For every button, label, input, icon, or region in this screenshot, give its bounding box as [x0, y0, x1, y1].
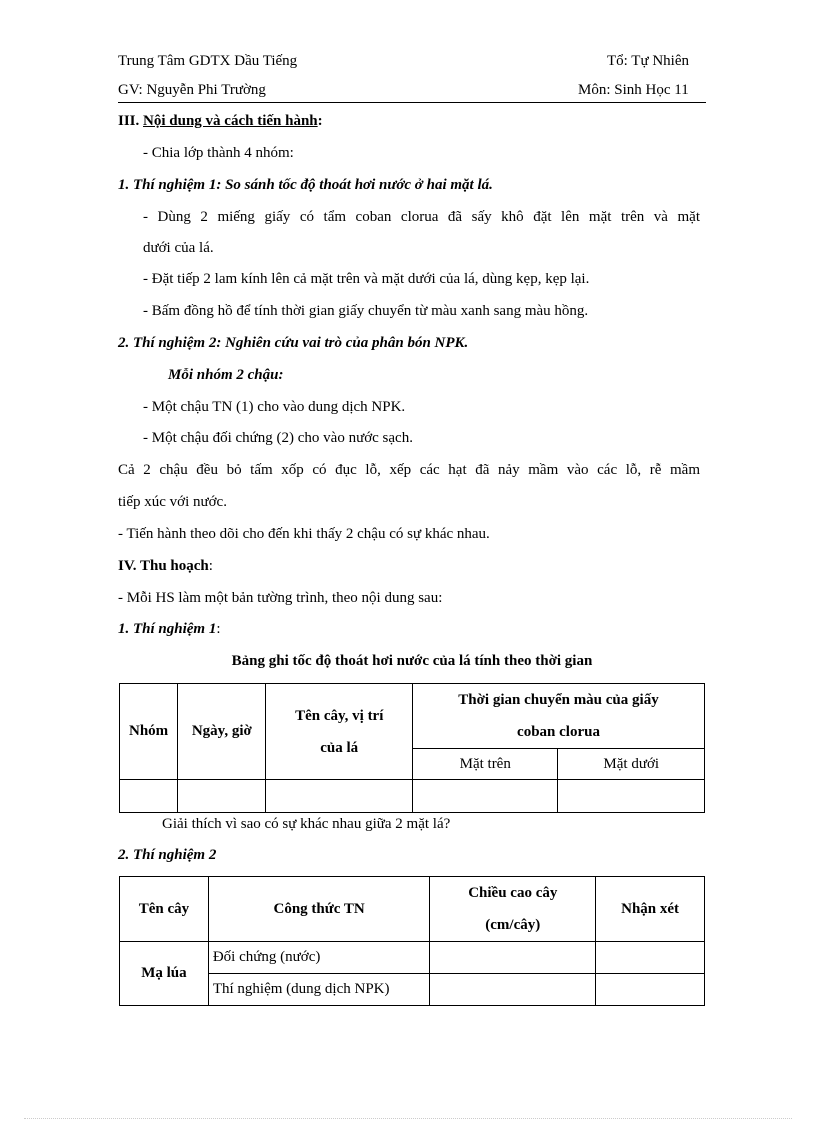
- table1-cell: [178, 780, 266, 813]
- table1-subheader-top: Mặt trên: [412, 749, 557, 780]
- table1-header-plant-line1: Tên cây, vị trí: [295, 707, 384, 724]
- table2-header-formula: Công thức TN: [208, 877, 430, 942]
- section4-heading: [118, 558, 213, 575]
- header-department: Tổ: Tự Nhiên: [607, 53, 690, 69]
- table1-header-color-change-line1: Thời gian chuyển màu của giấy: [458, 692, 659, 708]
- table2-cell: [596, 942, 705, 974]
- header-subject: Môn: Sinh Học 11: [578, 82, 689, 98]
- section3-number: III.: [118, 113, 140, 129]
- table2-cell: [430, 942, 596, 974]
- section4-title: IV. Thu hoạch: [118, 558, 209, 574]
- page-bottom-margin: [24, 1118, 792, 1119]
- table1-header-group: Nhóm: [120, 684, 178, 780]
- exp1-step3: - Bấm đồng hồ để tính thời gian giấy chuyển từ màu xanh sang màu hồng.: [143, 303, 589, 319]
- exp2-subtitle: Mỗi nhóm 2 chậu:: [168, 367, 284, 383]
- results-table-1: [119, 683, 705, 813]
- table2-row-control: Đối chứng (nước): [208, 942, 430, 974]
- table1-subheader-bottom: Mặt dưới: [558, 749, 705, 780]
- exp1-title: 1. Thí nghiệm 1: So sánh tốc độ thoát hơi nước ở hai mặt lá.: [118, 177, 493, 193]
- exp2-pot1: - Một chậu TN (1) cho vào dung dịch NPK.: [143, 399, 406, 415]
- section4-exp1: [118, 621, 221, 638]
- table1-header-color-change-line2: coban clorua: [517, 724, 600, 740]
- table1-header-plant-line2: của lá: [320, 739, 359, 756]
- section3-colon: :: [317, 113, 323, 129]
- section4-exp2-label: 2. Thí nghiệm 2: [118, 847, 217, 863]
- table2-header-height-line1: Chiều cao cây: [468, 885, 558, 901]
- section3-heading: [118, 113, 323, 130]
- exp1-step1-line1: - Dùng 2 miếng giấy có tẩm coban clorua đã sấy khô đặt lên mặt trên và mặt: [143, 209, 700, 225]
- table2-plant-name: Mạ lúa: [120, 942, 209, 1006]
- exp2-para-line1: Cả 2 chậu đều bỏ tấm xốp có đục lỗ, xếp các hạt đã nảy mầm vào các lỗ, rễ mầm: [118, 462, 700, 478]
- exp2-para-line2: tiếp xúc với nước.: [118, 494, 227, 510]
- table2-cell: [430, 974, 596, 1006]
- header-rule: [118, 102, 706, 103]
- table1-cell: [266, 780, 413, 813]
- table2-header-plant: Tên cây: [120, 877, 209, 942]
- table1-cell: [558, 780, 705, 813]
- exp2-follow: - Tiến hành theo dõi cho đến khi thấy 2 chậu có sự khác nhau.: [118, 526, 490, 542]
- table1-header-plant: [266, 684, 413, 780]
- section4-colon: :: [208, 558, 213, 574]
- table2-header-height-line2: (cm/cây): [485, 917, 541, 933]
- table1-header-time: Ngày, giờ: [178, 684, 266, 780]
- results-table-2: [119, 876, 705, 1006]
- table1-cell: [120, 780, 178, 813]
- table2-header-note: Nhận xét: [596, 877, 705, 942]
- header-teacher: GV: Nguyễn Phi Trường: [118, 82, 266, 98]
- exp2-pot2: - Một chậu đối chứng (2) cho vào nước sạch.: [143, 430, 413, 446]
- table2-row-experiment: Thí nghiệm (dung dịch NPK): [208, 974, 430, 1006]
- section4-exp1-label: 1. Thí nghiệm 1: [118, 621, 217, 637]
- section3-intro: - Chia lớp thành 4 nhóm:: [143, 145, 294, 161]
- exp1-step1-line2: dưới của lá.: [143, 240, 214, 256]
- table1-question: Giải thích vì sao có sự khác nhau giữa 2 mặt lá?: [162, 816, 451, 832]
- exp2-title: 2. Thí nghiệm 2: Nghiên cứu vai trò của phân bón NPK.: [118, 335, 469, 351]
- header-school: Trung Tâm GDTX Dầu Tiếng: [118, 53, 298, 69]
- section4-exp1-colon: :: [216, 621, 221, 637]
- table2-header-height: [430, 877, 596, 942]
- table1-caption: Bảng ghi tốc độ thoát hơi nước của lá tính theo thời gian: [231, 653, 593, 669]
- section4-intro: - Mỗi HS làm một bản tường trình, theo nội dung sau:: [118, 590, 443, 606]
- table2-cell: [596, 974, 705, 1006]
- table1-cell: [412, 780, 557, 813]
- section3-title: Nội dung và cách tiến hành: [143, 113, 318, 129]
- table1-header-color-change: [412, 684, 704, 749]
- exp1-step2: - Đặt tiếp 2 lam kính lên cả mặt trên và mặt dưới của lá, dùng kẹp, kẹp lại.: [143, 271, 590, 287]
